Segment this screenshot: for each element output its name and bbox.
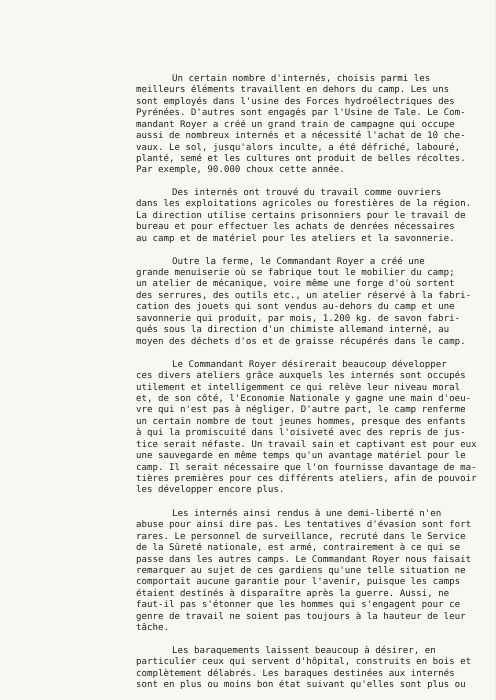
paragraph-4-line-1: Le Commandant Royer désirerait beaucoup développer	[172, 360, 447, 370]
paragraph-1-line-6: aussi de nombreux internés et a nécessité l'achat de 10 che-	[136, 131, 466, 141]
paragraph-4-line-6: un certain nombre de tout jeunes hommes, presque des enfants	[136, 417, 466, 427]
paragraph-5-line-3: rares. Le personnel de surveillance, recruté dans le Service	[136, 532, 466, 542]
paragraph-1-line-1: Un certain nombre d'internés, choisis parmi les	[172, 74, 431, 84]
paragraph-2-line-5: au camp et de matériel pour les ateliers et la savonnerie.	[136, 234, 455, 244]
paragraph-4-line-5: vre qui n'est pas à négliger. D'autre part, le camp renferme	[136, 405, 466, 415]
paragraph-3-line-7: qués sous la direction d'un chimiste allemand interné, au	[136, 325, 450, 335]
paragraph-4-line-10: camp. Il serait nécessaire que l'on fournisse davantage de ma-	[136, 463, 477, 473]
paragraph-4-line-9: une sauvegarde en même temps qu'un avantage matériel pour le	[136, 451, 466, 461]
paragraph-5-line-1: Les internés ainsi rendus à une demi-liberté n'en	[172, 509, 442, 519]
paragraph-6-line-3: complètement délabrés. Les baraques destinées aux internés	[136, 669, 455, 679]
paragraph-2-line-3: La direction utilise certains prisonniers pour le travail de	[136, 211, 466, 221]
paragraph-1-line-7: vaux. Le sol, jusqu'alors inculte, a été défriché, labouré,	[136, 143, 461, 153]
paragraph-4-line-3: utilement et intelligemment ce qui relève leur niveau moral	[136, 383, 461, 393]
paragraph-3-line-8: moyen des déchets d'os et de graisse récupérés dans le camp.	[136, 337, 466, 347]
paragraph-5-line-11: tâche.	[136, 623, 169, 633]
paragraph-3-line-3: un atelier de mécanique, voire même une forge d'où sortent	[136, 279, 455, 289]
paragraph-1-line-8: planté, semé et les cultures ont produit de belles récoltes.	[136, 154, 466, 164]
paragraph-2-line-2: dans les exploitations agricoles ou forestières de la région.	[136, 199, 472, 209]
paragraph-1-line-9: Par exemple, 90.000 choux cette année.	[136, 165, 345, 175]
paragraph-6-line-1: Les baraquements laissent beaucoup à désirer, en	[172, 646, 436, 656]
paragraph-5-line-8: étaient destinés à disparaître après la guerre. Aussi, ne	[136, 589, 450, 599]
paragraph-3-line-2: grande menuiserie où se fabrique tout le mobilier du camp;	[136, 268, 455, 278]
paragraph-4-line-2: ces divers ateliers grâce auxquels les internés sont occupés	[136, 371, 466, 381]
paragraph-2-line-1: Des internés ont trouvé du travail comme ouvriers	[172, 188, 442, 198]
paragraph-5-line-4: de la Sûreté nationale, est armé, contrairement à ce qui se	[136, 543, 461, 553]
paragraph-4-line-12: les développer encore plus.	[136, 485, 285, 495]
paragraph-4-line-11: tières premières pour ces différents ateliers, afin de pouvoir	[136, 474, 477, 484]
paragraph-5-line-5: passe dans les autres camps. Le Commandant Royer nous faisait	[136, 555, 472, 565]
paragraph-6-line-2: particulier ceux qui servent d'hôpital, construits en bois et	[136, 657, 472, 667]
paragraph-4-line-7: à qui la promiscuité dans l'oisiveté avec des repris de jus-	[136, 428, 466, 438]
paragraph-1-line-3: sont employés dans l'usine des Forces hydroélectriques des	[136, 97, 455, 107]
paragraph-4-line-4: et, de son côté, l'Economie Nationale y gagne une main d'oeu-	[136, 394, 472, 404]
paragraph-3-line-1: Outre la ferme, le Commandant Royer a créé une	[172, 257, 425, 267]
paragraph-5-line-9: faut-il pas s'étonner que les hommes qui s'engagent pour ce	[136, 600, 461, 610]
paragraph-3-line-5: cation des jouets qui sont vendus au-dehors du camp et une	[136, 302, 455, 312]
paragraph-3-line-6: savonnerie qui produit, par mois, 1.200 kg. de savon fabri-	[136, 314, 461, 324]
paragraph-3-line-4: des serrures, des outils etc., un atelier réservé à la fabri-	[136, 291, 472, 301]
paragraph-5-line-7: comportait aucune garantie pour l'avenir, puisque les camps	[136, 577, 461, 587]
paragraph-2-line-4: bureau et pour effectuer les achats de denrées nécessaires	[136, 222, 455, 232]
paragraph-1-line-5: mandant Royer a créé un grand train de campagne qui occupe	[136, 120, 455, 130]
paragraph-1-line-2: meilleurs éléments travaillent en dehors du camp. Les uns	[136, 85, 450, 95]
paragraph-5-line-10: genre de travail ne soient pas toujours à la hauteur de leur	[136, 612, 466, 622]
paragraph-5-line-2: abuse pour ainsi dire pas. Les tentatives d'évasion sont fort	[136, 520, 472, 530]
paragraph-4-line-8: tice serait néfaste. Un travail sain et captivant est pour eux	[136, 440, 477, 450]
paragraph-1-line-4: Pyrénées. D'autres sont engagés par l'Usine de Tale. Le Com-	[136, 108, 466, 118]
paragraph-5-line-6: remarquer au sujet de ces gardiens qu'une telle situation ne	[136, 566, 466, 576]
paragraph-6-line-4: sont en plus ou moins bon état suivant qu'elles sont plus ou	[136, 680, 466, 690]
